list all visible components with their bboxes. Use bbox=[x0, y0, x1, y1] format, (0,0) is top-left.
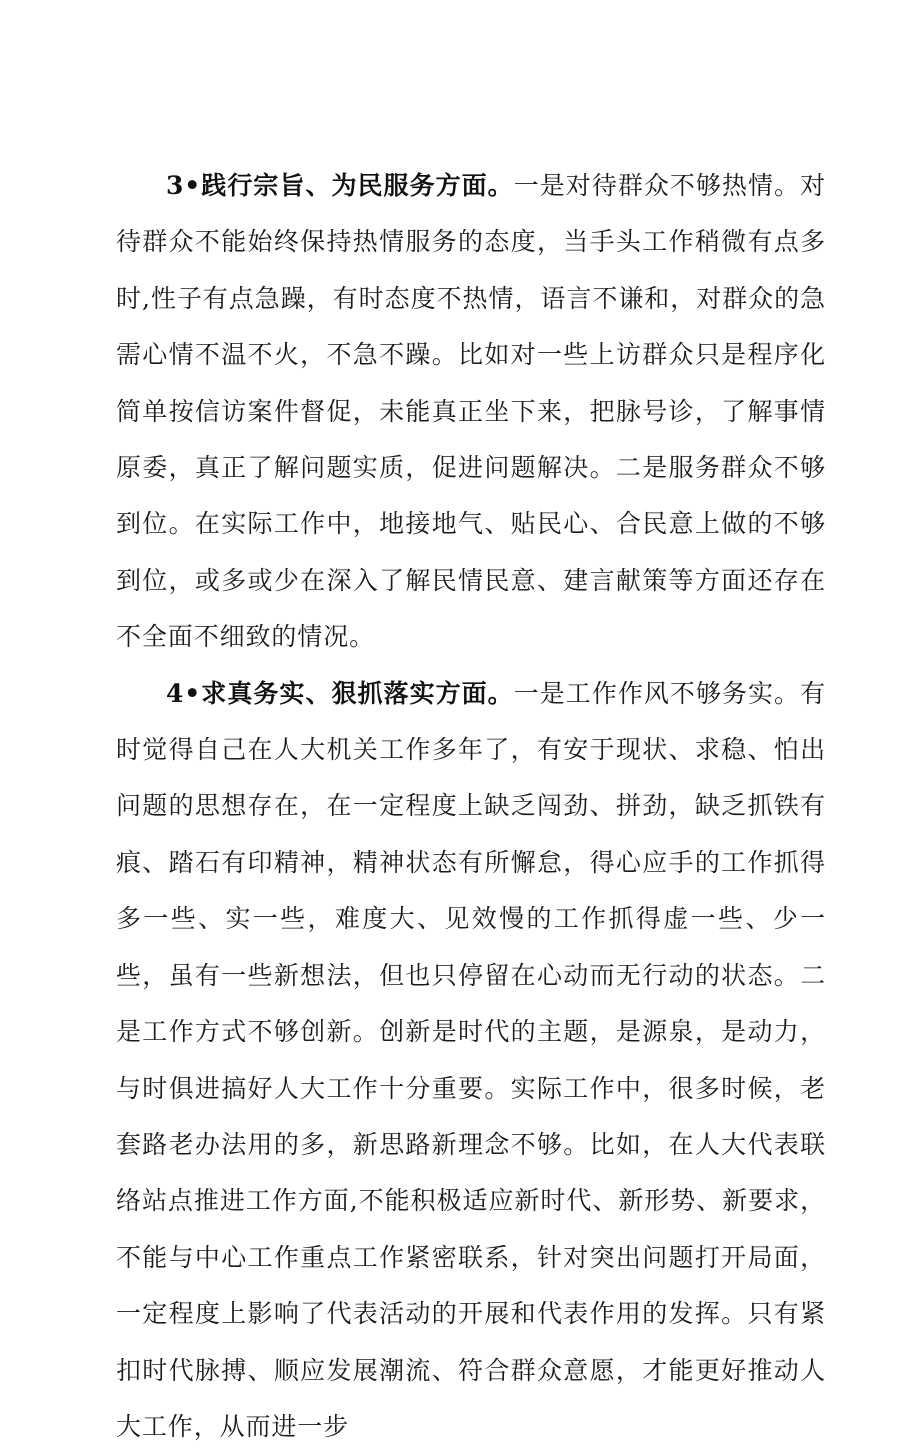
paragraph-heading: 3•践行宗旨、为民服务方面。 bbox=[166, 171, 514, 200]
paragraph-text: 一是对待群众不够热情。对待群众不能始终保持热情服务的态度，当手头工作稍微有点多时,性子有点急躁，有时态度不热情，语言不谦和，对群众的急需心情不温不火，不急不躁。比如对一些上访群众只是程序化简单按信访案件督促，未能真正坐下来，把脉号诊，了解事情原委，真正了解问题实质，促进问题解决。二是服务群众不够到位。在实际工作中，地接地气、贴民心、合民意上做的不够到位，或多或少在深入了解民情民意、建言献策等方面还存在不全面不细致的情况。 bbox=[116, 171, 826, 652]
paragraph-pragmatism bbox=[116, 666, 826, 1455]
paragraph-heading: 4•求真务实、狠抓落实方面。 bbox=[166, 678, 514, 708]
paragraph-text: 一是工作作风不够务实。有时觉得自己在人大机关工作多年了，有安于现状、求稳、怕出问题的思想存在，在一定程度上缺乏闯劲、拼劲，缺乏抓铁有痕、踏石有印精神，精神状态有所懈怠，得心应手的工作抓得多一些、实一些，难度大、见效慢的工作抓得虚一些、少一些，虽有一些新想法，但也只停留在心动而无行动的状态。二是工作方式不够创新。创新是时代的主题，是源泉，是动力，与时俱进搞好人大工作十分重要。实际工作中，很多时候，老套路老办法用的多，新思路新理念不够。比如，在人大代表联络站点推进工作方面,不能积极适应新时代、新形势、新要求，不能与中心工作重点工作紧密联系，针对突出问题打开局面，一定程度上影响了代表活动的开展和代表作用的发挥。只有紧扣时代脉搏、顺应发展潮流、符合群众意愿，才能更好推动人大工作，从而进一步 bbox=[116, 678, 826, 1441]
paragraph-service bbox=[116, 158, 826, 666]
document-body bbox=[116, 158, 826, 1455]
